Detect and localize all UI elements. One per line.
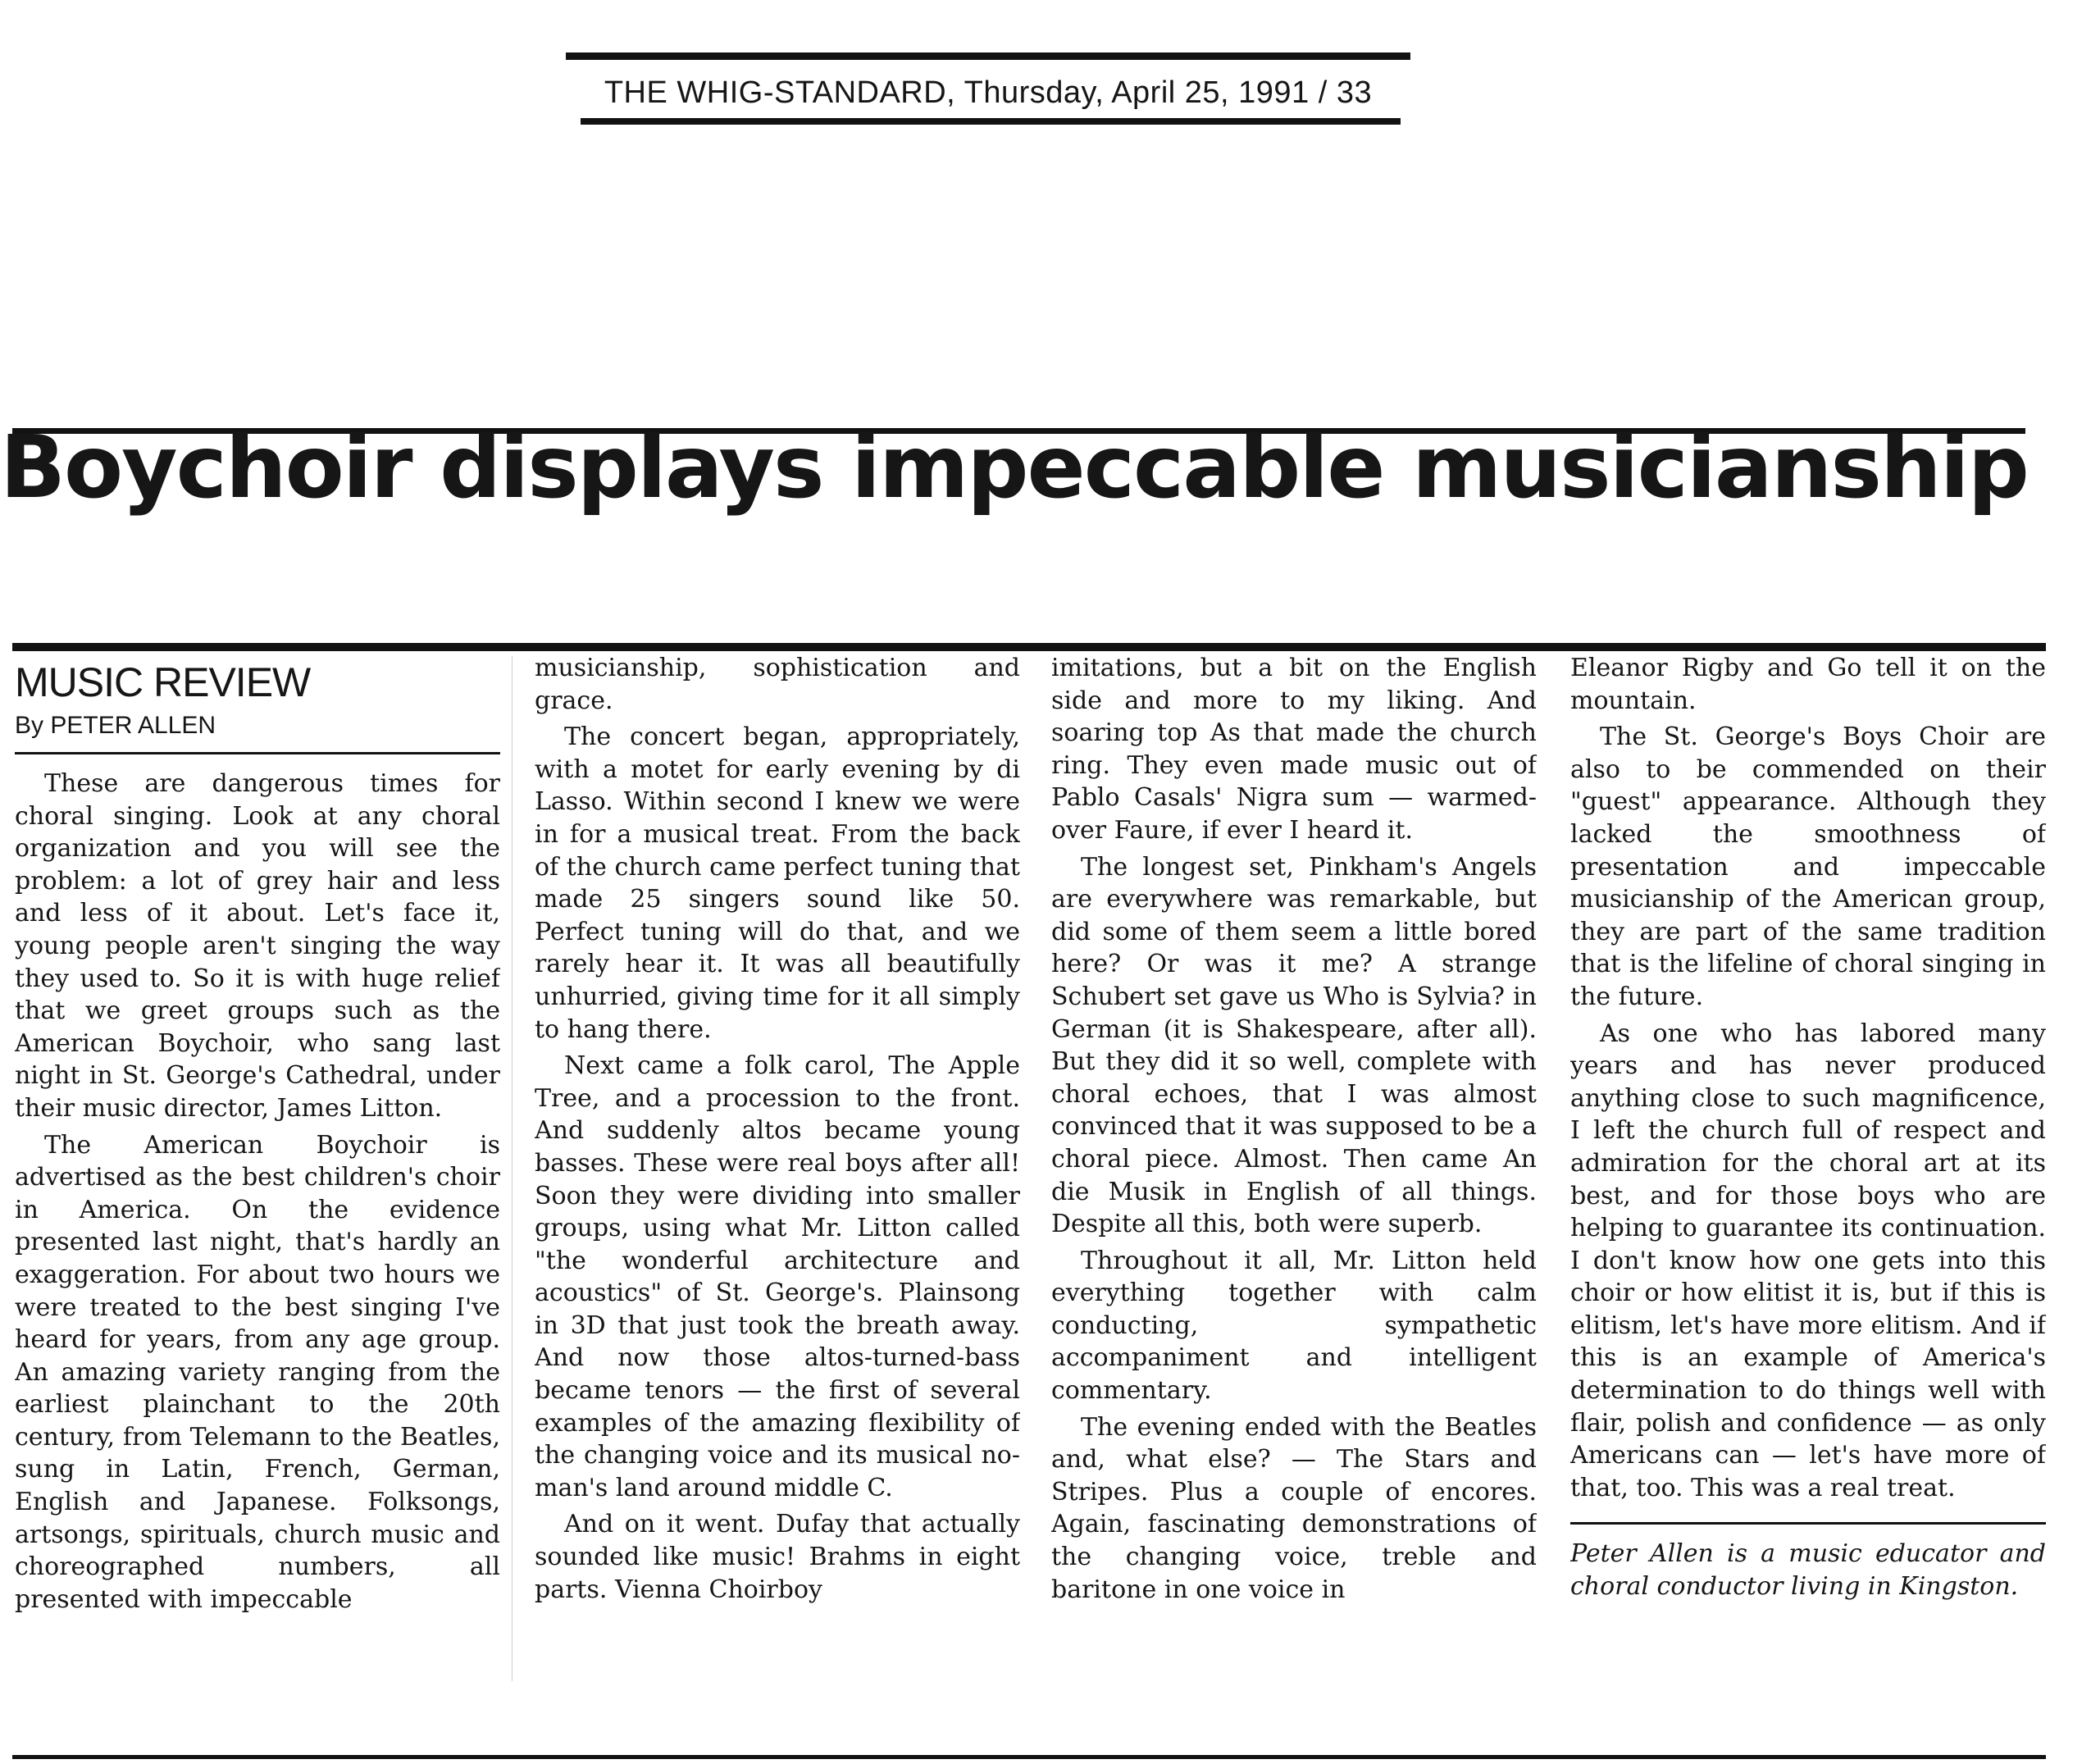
article-column-4 xyxy=(1570,652,2046,1689)
paragraph: And on it went. Dufay that actually sounded like music! Brahms in eight parts. Vienna Choirboy xyxy=(535,1510,1020,1604)
article-column-3 xyxy=(1051,652,1537,1689)
byline: By PETER ALLEN xyxy=(15,712,216,739)
paragraph: The longest set, Pinkham's Angels are everywhere was remarkable, but did some of them seem a little bored here? Or was it me? A strange Schubert set gave us Who is Sylvia? in German (it is Shakespeare, after all). But they did it so well, complete with choral echoes, that I was almost convinced that it was supposed to be a choral piece. Almost. Then came An die Musik in English of all things. Despite all this, both were superb. xyxy=(1051,852,1537,1239)
bottom-rule xyxy=(12,1755,2046,1759)
masthead-rule-top xyxy=(566,52,1410,60)
section-kicker: MUSIC REVIEW xyxy=(15,659,311,705)
paragraph: The American Boychoir is advertised as the best children's choir in America. On the evidence presented last night, that's hardly an exaggeration. For about two hours we were treated to the best singing I've heard for years, from any age group. An amazing variety ranging from the earliest plainchant to the 20th century, from Telemann to the Beatles, sung in Latin, French, German, English and Japanese. Folksongs, artsongs, spirituals, church music and choreographed numbers, all presented with impeccable xyxy=(15,1130,500,1614)
paragraph: The concert began, appropriately, with a motet for early evening by di Lasso. Within second I knew we were in for a musical treat. From the back of the church came perfect tuning that made 25 singers sound like 50. Perfect tuning will do that, and we rarely hear it. It was all beautifully unhurried, giving time for it all simply to hang there. xyxy=(535,722,1020,1044)
paragraph: These are dangerous times for choral singing. Look at any choral organization and you will see the problem: a lot of grey hair and less and less of it about. Let's face it, young people aren't singing the way they used to. So it is with huge relief that we greet groups such as the American Boychoir, who sang last night in St. George's Cathedral, under their music director, James Litton. xyxy=(15,769,500,1123)
bio-rule xyxy=(1570,1522,2046,1525)
masthead: THE WHIG-STANDARD, Thursday, April 25, 1991 / 33 xyxy=(604,75,1373,110)
paragraph: imitations, but a bit on the English side and more to my liking. And soaring top As that made the church ring. They even made music out of Pablo Casals' Nigra sum — warmed-over Faure, if ever I heard it. xyxy=(1051,654,1537,845)
article-headline: Boychoir displays impeccable musicianship xyxy=(0,417,2028,517)
author-bio: Peter Allen is a music educator and choral conductor living in Kingston. xyxy=(1570,1539,2046,1602)
paragraph: The St. George's Boys Choir are also to be commended on their "guest" appearance. Although they lacked the smoothness of presentation and impeccable musicianship of the American group, they are part of the same tradition that is the lifeline of choral singing in the future. xyxy=(1570,722,2046,1011)
paragraph: Throughout it all, Mr. Litton held everything together with calm conducting, sympathetic accompaniment and intelligent commentary. xyxy=(1051,1246,1537,1406)
paragraph: Next came a folk carol, The Apple Tree, and a procession to the front. And suddenly altos became young basses. These were real boys after all! Soon they were dividing into smaller groups, using what Mr. Litton called "the wonderful architecture and acoustics" of St. George's. Plainsong in 3D that just took the breath away. And now those altos-turned-bass became tenors — the first of several examples of the amazing flexibility of the changing voice and its musical no-man's land around middle C. xyxy=(535,1051,1020,1502)
paragraph: musicianship, sophistication and grace. xyxy=(535,654,1020,715)
paragraph: The evening ended with the Beatles and, what else? — The Stars and Stripes. Plus a couple of encores. Again, fascinating demonstrations of the changing voice, treble and baritone in one voice in xyxy=(1051,1412,1537,1604)
paragraph: As one who has labored many years and has never produced anything close to such magnificence, I left the church full of respect and admiration for the choral art at its best, and for those boys who are helping to guarantee its continuation. I don't know how one gets into this choir or how elitist it is, but if this is elitism, let's have more elitism. And if this is an example of America's determination to do things well with flair, polish and confidence — as only Americans can — let's have more of that, too. This was a real treat. xyxy=(1570,1019,2046,1502)
byline-rule xyxy=(15,752,500,754)
article-column-1 xyxy=(15,652,500,1689)
masthead-rule-bottom xyxy=(581,118,1401,125)
paragraph: Eleanor Rigby and Go tell it on the mountain. xyxy=(1570,654,2046,715)
body-rule xyxy=(12,643,2046,651)
article-column-2 xyxy=(535,652,1020,1689)
